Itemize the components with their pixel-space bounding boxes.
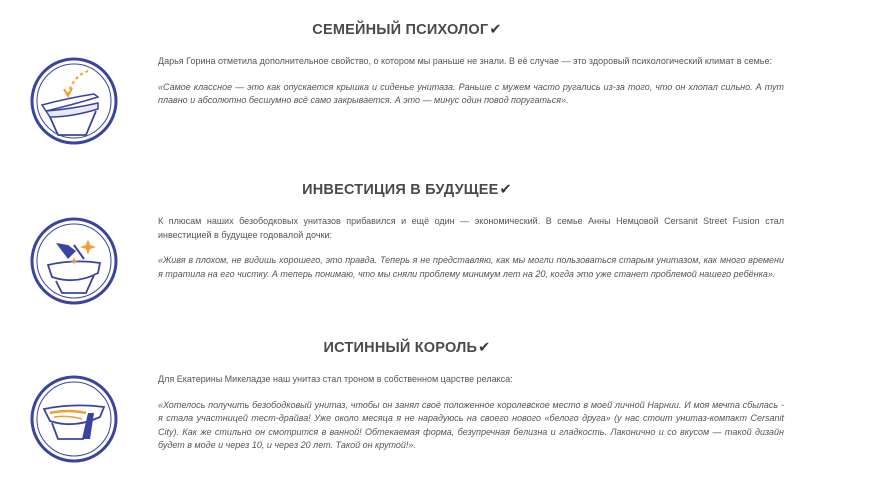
toilet-lid-closing-icon [28,55,120,147]
toilet-sparkle-clean-icon [28,215,120,307]
section-quote-text: «Хотелось получить безободковый унитаз, чтобы он занял своё положенное королевское место в моей личной Нарнии. И моя мечта сбылась - я стала участницей тест-драйва! Уже около месяца я не нарадуюсь на своего нового «белого друга» (у нас стоит унитаз-компакт Cersanit City). Как же стильно он смотрится в ванной! Обтекаемая форма, безупречная белизна и гладкость. Лаконично и со вкусом — такой дизайн будет в моде и через 10, и через 20 лет. Такой он крутой!». [158,399,784,450]
section-body [158,215,784,281]
section-lead-text: Для Екатерины Микеладзе наш унитаз стал троном в собственном царстве релакса: [158,374,513,384]
checkmark-icon: ✔ [489,22,502,38]
section-quote-text: «Самое классное — это как опускается крышка и сиденье унитаза. Раньше с мужем часто ругались из-за того, что он хлопал сильно. А тут плавно и абсолютно бесшумно всё само закрывается. А это — минус один повод поругаться». [158,81,784,105]
section-lead-text: К плюсам наших безободковых унитазов прибавился и ещё один — экономический. В семье Анны Немцовой Cersanit Street Fusion стал инвестицией в будущее годовалой дочки: [158,216,784,240]
section-title: ИНВЕСТИЦИЯ В БУДУЩЕЕ✔ [302,182,512,198]
toilet-rimless-flow-icon [28,373,120,465]
section-body [158,373,784,453]
checkmark-icon: ✔ [478,340,491,356]
checkmark-icon: ✔ [499,182,512,198]
section-body [158,55,784,108]
section-title: СЕМЕЙНЫЙ ПСИХОЛОГ✔ [312,22,502,38]
section-lead-text: Дарья Горина отметила дополнительное свойство, о котором мы раньше не знали. В её случае — это здоровый психологический климат в семье: [158,56,772,66]
section-quote-text: «Живя в плохом, не видишь хорошего, это правда. Теперь я не представляю, как мы могли пользоваться старым унитазом, как много времени я тратила на его чистку. А теперь понимаю, что мы сняли проблему минимум лет на 20, когда это уже станет проблемой нашего ребёнка». [158,255,784,279]
section-title: ИСТИННЫЙ КОРОЛЬ✔ [323,340,491,356]
